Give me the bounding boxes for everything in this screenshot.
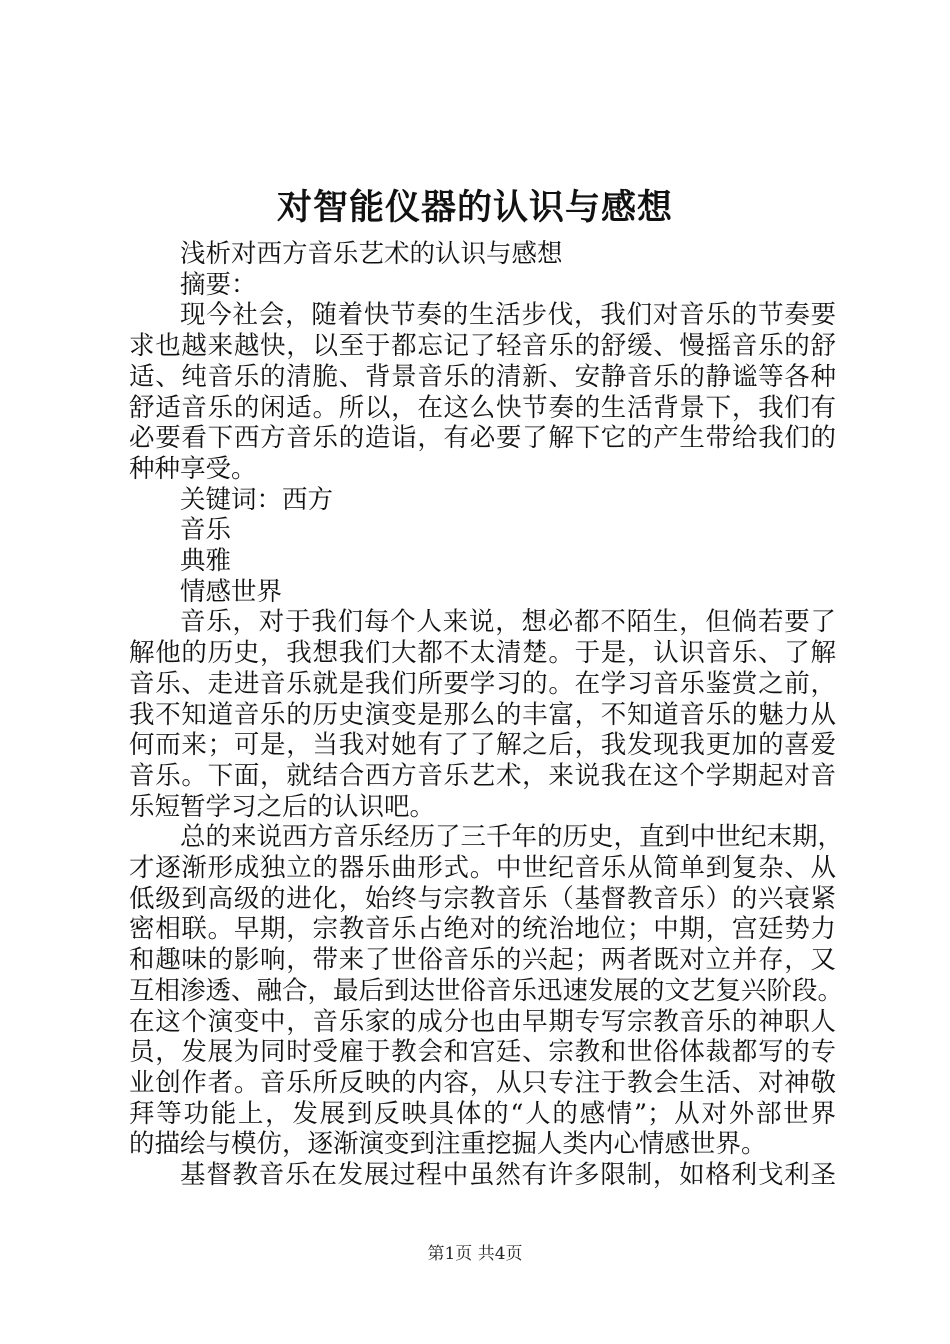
abstract-label: 摘要： xyxy=(180,269,257,300)
paragraph-line: 在这个演变中，音乐家的成分也由早期专写宗教音乐的神职人 xyxy=(129,1006,836,1037)
paragraph-line: 我不知道音乐的历史演变是那么的丰富，不知道音乐的魅力从 xyxy=(129,699,836,730)
keyword-line: 典雅 xyxy=(180,546,232,577)
paragraph-line: 乐短暂学习之后的认识吧。 xyxy=(129,791,436,822)
keyword-line: 音乐 xyxy=(180,515,232,546)
paragraph-line: 低级到高级的进化，始终与宗教音乐（基督教音乐）的兴衰紧 xyxy=(129,883,836,914)
abstract-line: 适、纯音乐的清脆、背景音乐的清新、安静音乐的静谧等各种 xyxy=(129,361,836,392)
document-title: 对智能仪器的认识与感想 xyxy=(276,187,673,228)
keyword-line: 情感世界 xyxy=(180,576,283,607)
paragraph-line: 和趣味的影响，带来了世俗音乐的兴起；两者既对立并存，又 xyxy=(129,945,836,976)
paragraph-line: 拜等功能上，发展到反映具体的“人的感情”；从对外部世界 xyxy=(129,1098,836,1129)
body-paragraph-2 xyxy=(129,822,844,1160)
body-paragraph-1 xyxy=(129,607,836,822)
paragraph-line: 互相渗透、融合，最后到达世俗音乐迅速发展的文艺复兴阶段。 xyxy=(129,975,844,1006)
paragraph-line: 何而来；可是，当我对她有了了解之后，我发现我更加的喜爱 xyxy=(129,730,836,761)
keyword-line: 关键词：西方 xyxy=(180,484,334,515)
paragraph-line: 音乐、走进音乐就是我们所要学习的。在学习音乐鉴赏之前， xyxy=(129,668,836,699)
paragraph-line: 音乐。下面，就结合西方音乐艺术，来说我在这个学期起对音 xyxy=(129,760,836,791)
keywords-block xyxy=(129,485,836,608)
paragraph-line: 员，发展为同时受雇于教会和宫廷、宗教和世俗体裁都写的专 xyxy=(129,1037,836,1068)
paragraph-line: 才逐渐形成独立的器乐曲形式。中世纪音乐从简单到复杂、从 xyxy=(129,853,836,884)
abstract-line: 种种享受。 xyxy=(129,453,257,484)
document-body xyxy=(129,239,844,1191)
subtitle: 浅析对西方音乐艺术的认识与感想 xyxy=(180,239,563,269)
abstract-line: 现今社会，随着快节奏的生活步伐，我们对音乐的节奏要 xyxy=(180,300,836,331)
paragraph-line: 解他的历史，我想我们大都不太清楚。于是，认识音乐、了解 xyxy=(129,638,836,669)
paragraph-line: 密相联。早期，宗教音乐占绝对的统治地位；中期，宫廷势力 xyxy=(129,914,836,945)
abstract-paragraph xyxy=(129,300,836,484)
paragraph-line: 基督教音乐在发展过程中虽然有许多限制，如格利戈利圣 xyxy=(180,1160,836,1191)
paragraph-line: 音乐，对于我们每个人来说，想必都不陌生，但倘若要了 xyxy=(180,607,836,638)
paragraph-line: 总的来说西方音乐经历了三千年的历史，直到中世纪末期， xyxy=(180,822,844,853)
abstract-line: 必要看下西方音乐的造诣，有必要了解下它的产生带给我们的 xyxy=(129,423,836,454)
paragraph-line: 业创作者。音乐所反映的内容，从只专注于教会生活、对神敬 xyxy=(129,1067,836,1098)
body-paragraph-3 xyxy=(129,1160,836,1191)
abstract-line: 求也越来越快，以至于都忘记了轻音乐的舒缓、慢摇音乐的舒 xyxy=(129,331,836,362)
page-footer: 第1页 共4页 xyxy=(427,1244,523,1264)
abstract-line: 舒适音乐的闲适。所以，在这么快节奏的生活背景下，我们有 xyxy=(129,392,836,423)
paragraph-line: 的描绘与模仿，逐渐演变到注重挖掘人类内心情感世界。 xyxy=(129,1129,767,1160)
